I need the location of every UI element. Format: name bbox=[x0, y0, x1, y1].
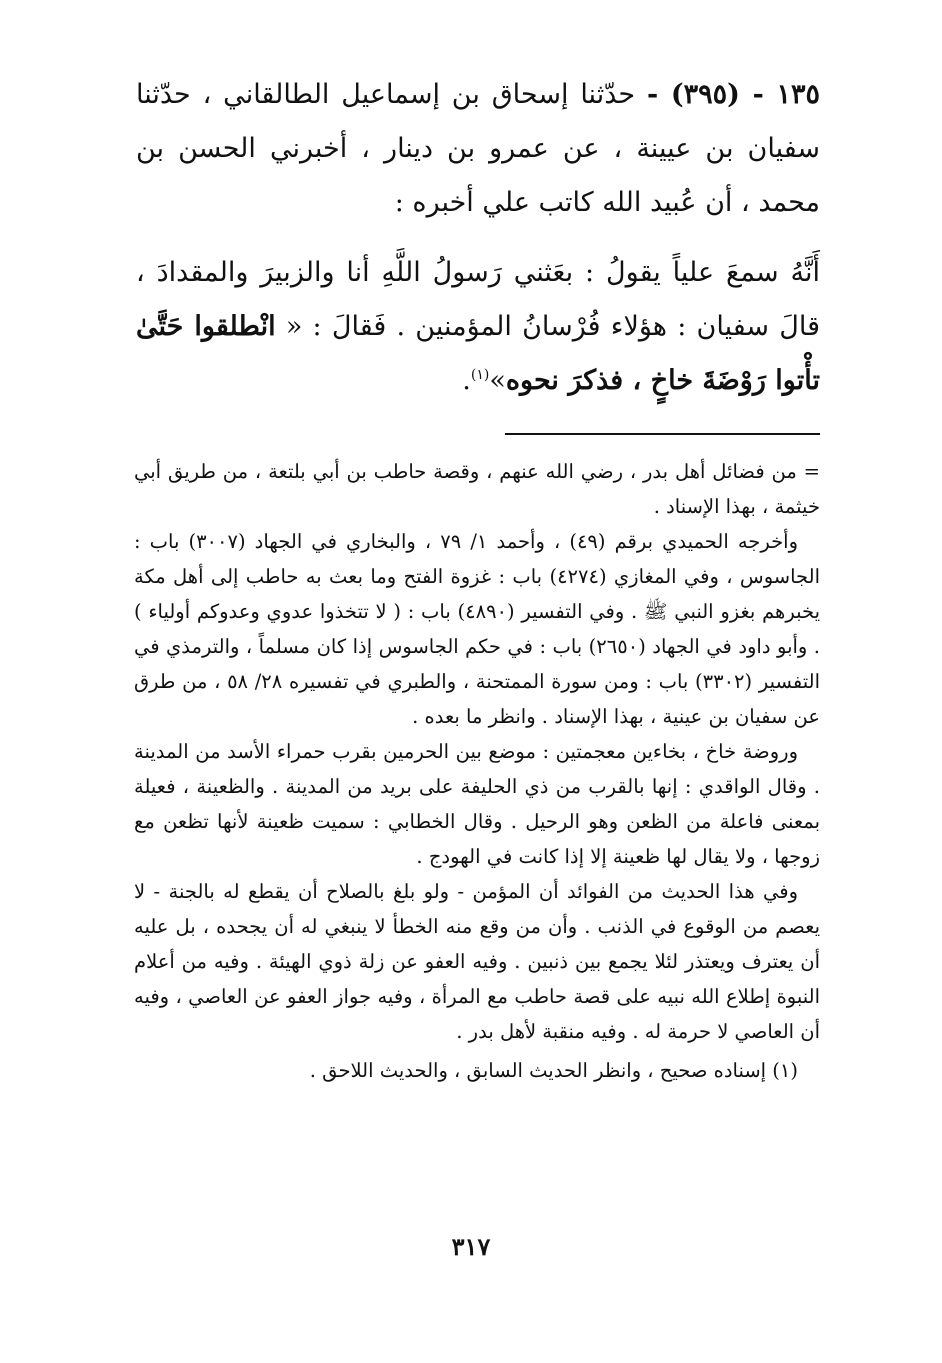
note-takhrij: وأخرجه الحميدي برقم (٤٩) ، وأحمد ١/ ٧٩ ، والبخاري في الجهاد (٣٠٠٧) باب : الجاسوس ، وفي المغازي (٤٢٧٤) باب : غزوة الفتح وما بعث به حاطب إلى أهل مكة يخبرهم بغزو النبي ﷺ . وفي التفسير (٤٨٩٠) باب : ( لا تتخذوا عدوي وعدوكم أولياء ) . وأبو داود في الجهاد (٢٦٥٠) باب : في حكم الجاسوس إذا كان مسلماً ، والترمذي في التفسير (٣٣٠٢) باب : ومن سورة الممتحنة ، والطبري في تفسيره ٢٨/ ٥٨ ، من طرق عن سفيان بن عينية ، بهذا الإسناد . وانظر ما بعده . bbox=[134, 530, 821, 728]
quote-close: » bbox=[489, 365, 506, 396]
footnote-separator bbox=[505, 433, 820, 435]
isnad-paragraph bbox=[136, 68, 820, 230]
footnote-ref: (١) bbox=[470, 367, 490, 383]
note-rawdat-khakh: وروضة خاخ ، بخاءين معجمتين : موضع بين الحرمين بقرب حمراء الأسد من المدينة . وقال الواقدي : إنها بالقرب من ذي الحليفة على بريد من المدينة . والظعينة ، فعيلة بمعنى فاعلة من الظعن وهو الرحيل . وقال الخطابي : سميت ظعينة لأنها تظعن مع زوجها ، ولا يقال لها ظعينة إلا إذا كانت في الهودج . bbox=[134, 740, 820, 868]
hadith-text bbox=[136, 68, 820, 408]
isnad-text: حدّثنا إسحاق بن إسماعيل الطالقاني ، حدّثنا سفيان بن عيينة ، عن عمرو بن دينار ، أخبرني الحسن بن محمد ، أن عُبيد الله كاتب علي أخبره : bbox=[136, 79, 820, 218]
footnotes-section bbox=[134, 454, 820, 1088]
matn-paragraph bbox=[136, 246, 820, 408]
page-number: ٣١٧ bbox=[451, 1232, 491, 1261]
footnote-1: (١) إسناده صحيح ، وانظر الحديث السابق ، والحديث اللاحق . bbox=[309, 1059, 798, 1082]
note-benefits: وفي هذا الحديث من الفوائد أن المؤمن - ولو بلغ بالصلاح أن يقطع له بالجنة - لا يعصم من الوقوع في الذنب . وأن من وقع منه الخطأ لا ينبغي له أن يجحده ، بل عليه أن يعترف ويعتذر لئلا يجمع بين ذنبين . وفيه العفو عن زلة ذوي الهيئة . وفيه من أعلام النبوة إطلاع الله نبيه على قصة حاطب مع المرأة ، وفيه جواز العفو عن العاصي ، وفيه أن العاصي لا حرمة له . وفيه منقبة لأهل بدر . bbox=[134, 880, 820, 1043]
hadith-number: ١٣٥ - (٣٩٥) - bbox=[646, 79, 820, 110]
note-continuation: = من فضائل أهل بدر ، رضي الله عنهم ، وقصة حاطب بن أبي بلتعة ، من طريق أبي خيثمة ، بهذا الإسناد . bbox=[134, 460, 820, 518]
matn-end: . bbox=[462, 365, 471, 396]
matn-text: أَنَّهُ سمعَ علياً يقولُ : بعَثني رَسولُ اللَّهِ أنا والزبيرَ والمقدادَ ، قالَ سفيان : هؤلاء فُرْسانُ المؤمنين . فَقالَ : « bbox=[136, 257, 821, 342]
prophetic-speech: انْطلقوا حَتَّىٰ تأْتوا رَوْضَةَ خاخٍ ، فذكرَ نحوه bbox=[136, 311, 820, 396]
